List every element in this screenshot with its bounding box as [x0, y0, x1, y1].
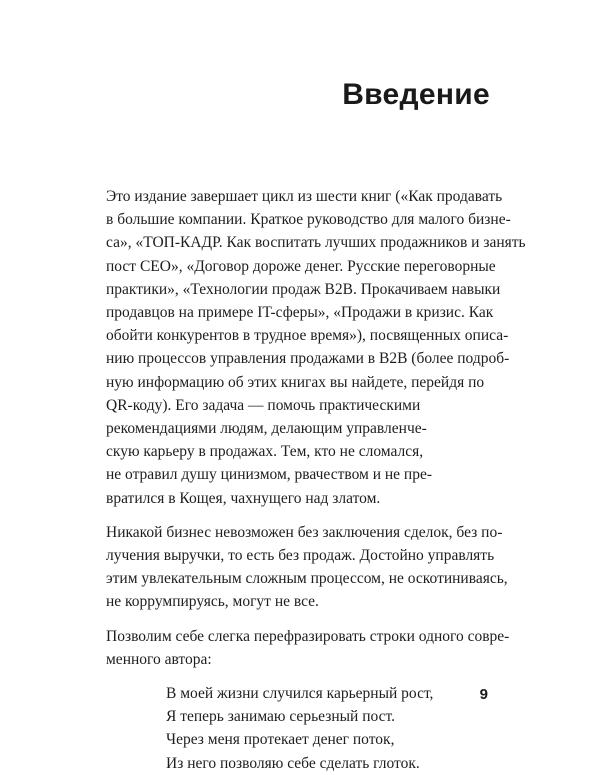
text-line: этим увлекательным сложным процессом, не оскотиниваясь, [106, 570, 508, 588]
text-line: не отравил душу цинизмом, рвачеством и не пре- [106, 466, 433, 484]
text-line: обойти конкурентов в трудное время»), посвященных описа- [106, 327, 509, 345]
text-line: пост CEO», «Договор дороже денег. Русские переговорные [106, 257, 496, 275]
text-line: QR-коду). Его задача — помочь практическими [106, 396, 421, 414]
text-line: в большие компании. Краткое руководство для малого бизне- [106, 211, 511, 229]
text-line: нию процессов управления продажами в B2B (более подроб- [106, 350, 510, 368]
text-line: скую карьеру в продажах. Тем, кто не сломался, [106, 443, 424, 461]
poem-quote [106, 682, 498, 775]
text-line: практики», «Технологии продаж B2B. Прокачиваем навыки [106, 280, 501, 298]
paragraph-gap [106, 510, 498, 521]
text-line: продавцов на примере IT-сферы», «Продажи в кризис. Как [106, 304, 494, 322]
text-line: не коррумпируясь, могут не все. [106, 593, 319, 611]
paragraph-intro [106, 185, 526, 510]
poem-line: Через меня протекает денег поток, [166, 731, 395, 749]
text-line: Позволим себе слегка перефразировать строки одного совре- [106, 627, 510, 645]
page-number: 9 [479, 686, 488, 703]
poem-line: Из него позволяю себе сделать глоток. [166, 754, 420, 772]
page-title: Введение [342, 78, 490, 111]
poem-line: Я теперь занимаю серьезный пост. [166, 708, 395, 726]
body-text [106, 185, 526, 775]
text-line: ную информацию об этих книгах вы найдете, перейдя по [106, 373, 485, 391]
text-line: Это издание завершает цикл из шести книг («Как продавать [106, 188, 503, 205]
text-line: вратился в Кощея, чахнущего над златом. [106, 489, 381, 507]
text-line: са», «ТОП-КАДР. Как воспитать лучших продажников и занять [106, 234, 526, 252]
paragraph-gap [106, 614, 498, 625]
paragraph-business [106, 521, 508, 614]
text-line: Никакой бизнес невозможен без заключения сделок, без по- [106, 523, 503, 541]
paragraph-gap [106, 671, 498, 682]
poem-line: В моей жизни случился карьерный рост, [166, 685, 434, 703]
paragraph-paraphrase [106, 625, 510, 671]
text-line: лучения выручки, то есть без продаж. Достойно управлять [106, 547, 495, 565]
text-line: рекомендациями людям, делающим управленче- [106, 420, 427, 438]
text-line: менного автора: [106, 650, 212, 668]
